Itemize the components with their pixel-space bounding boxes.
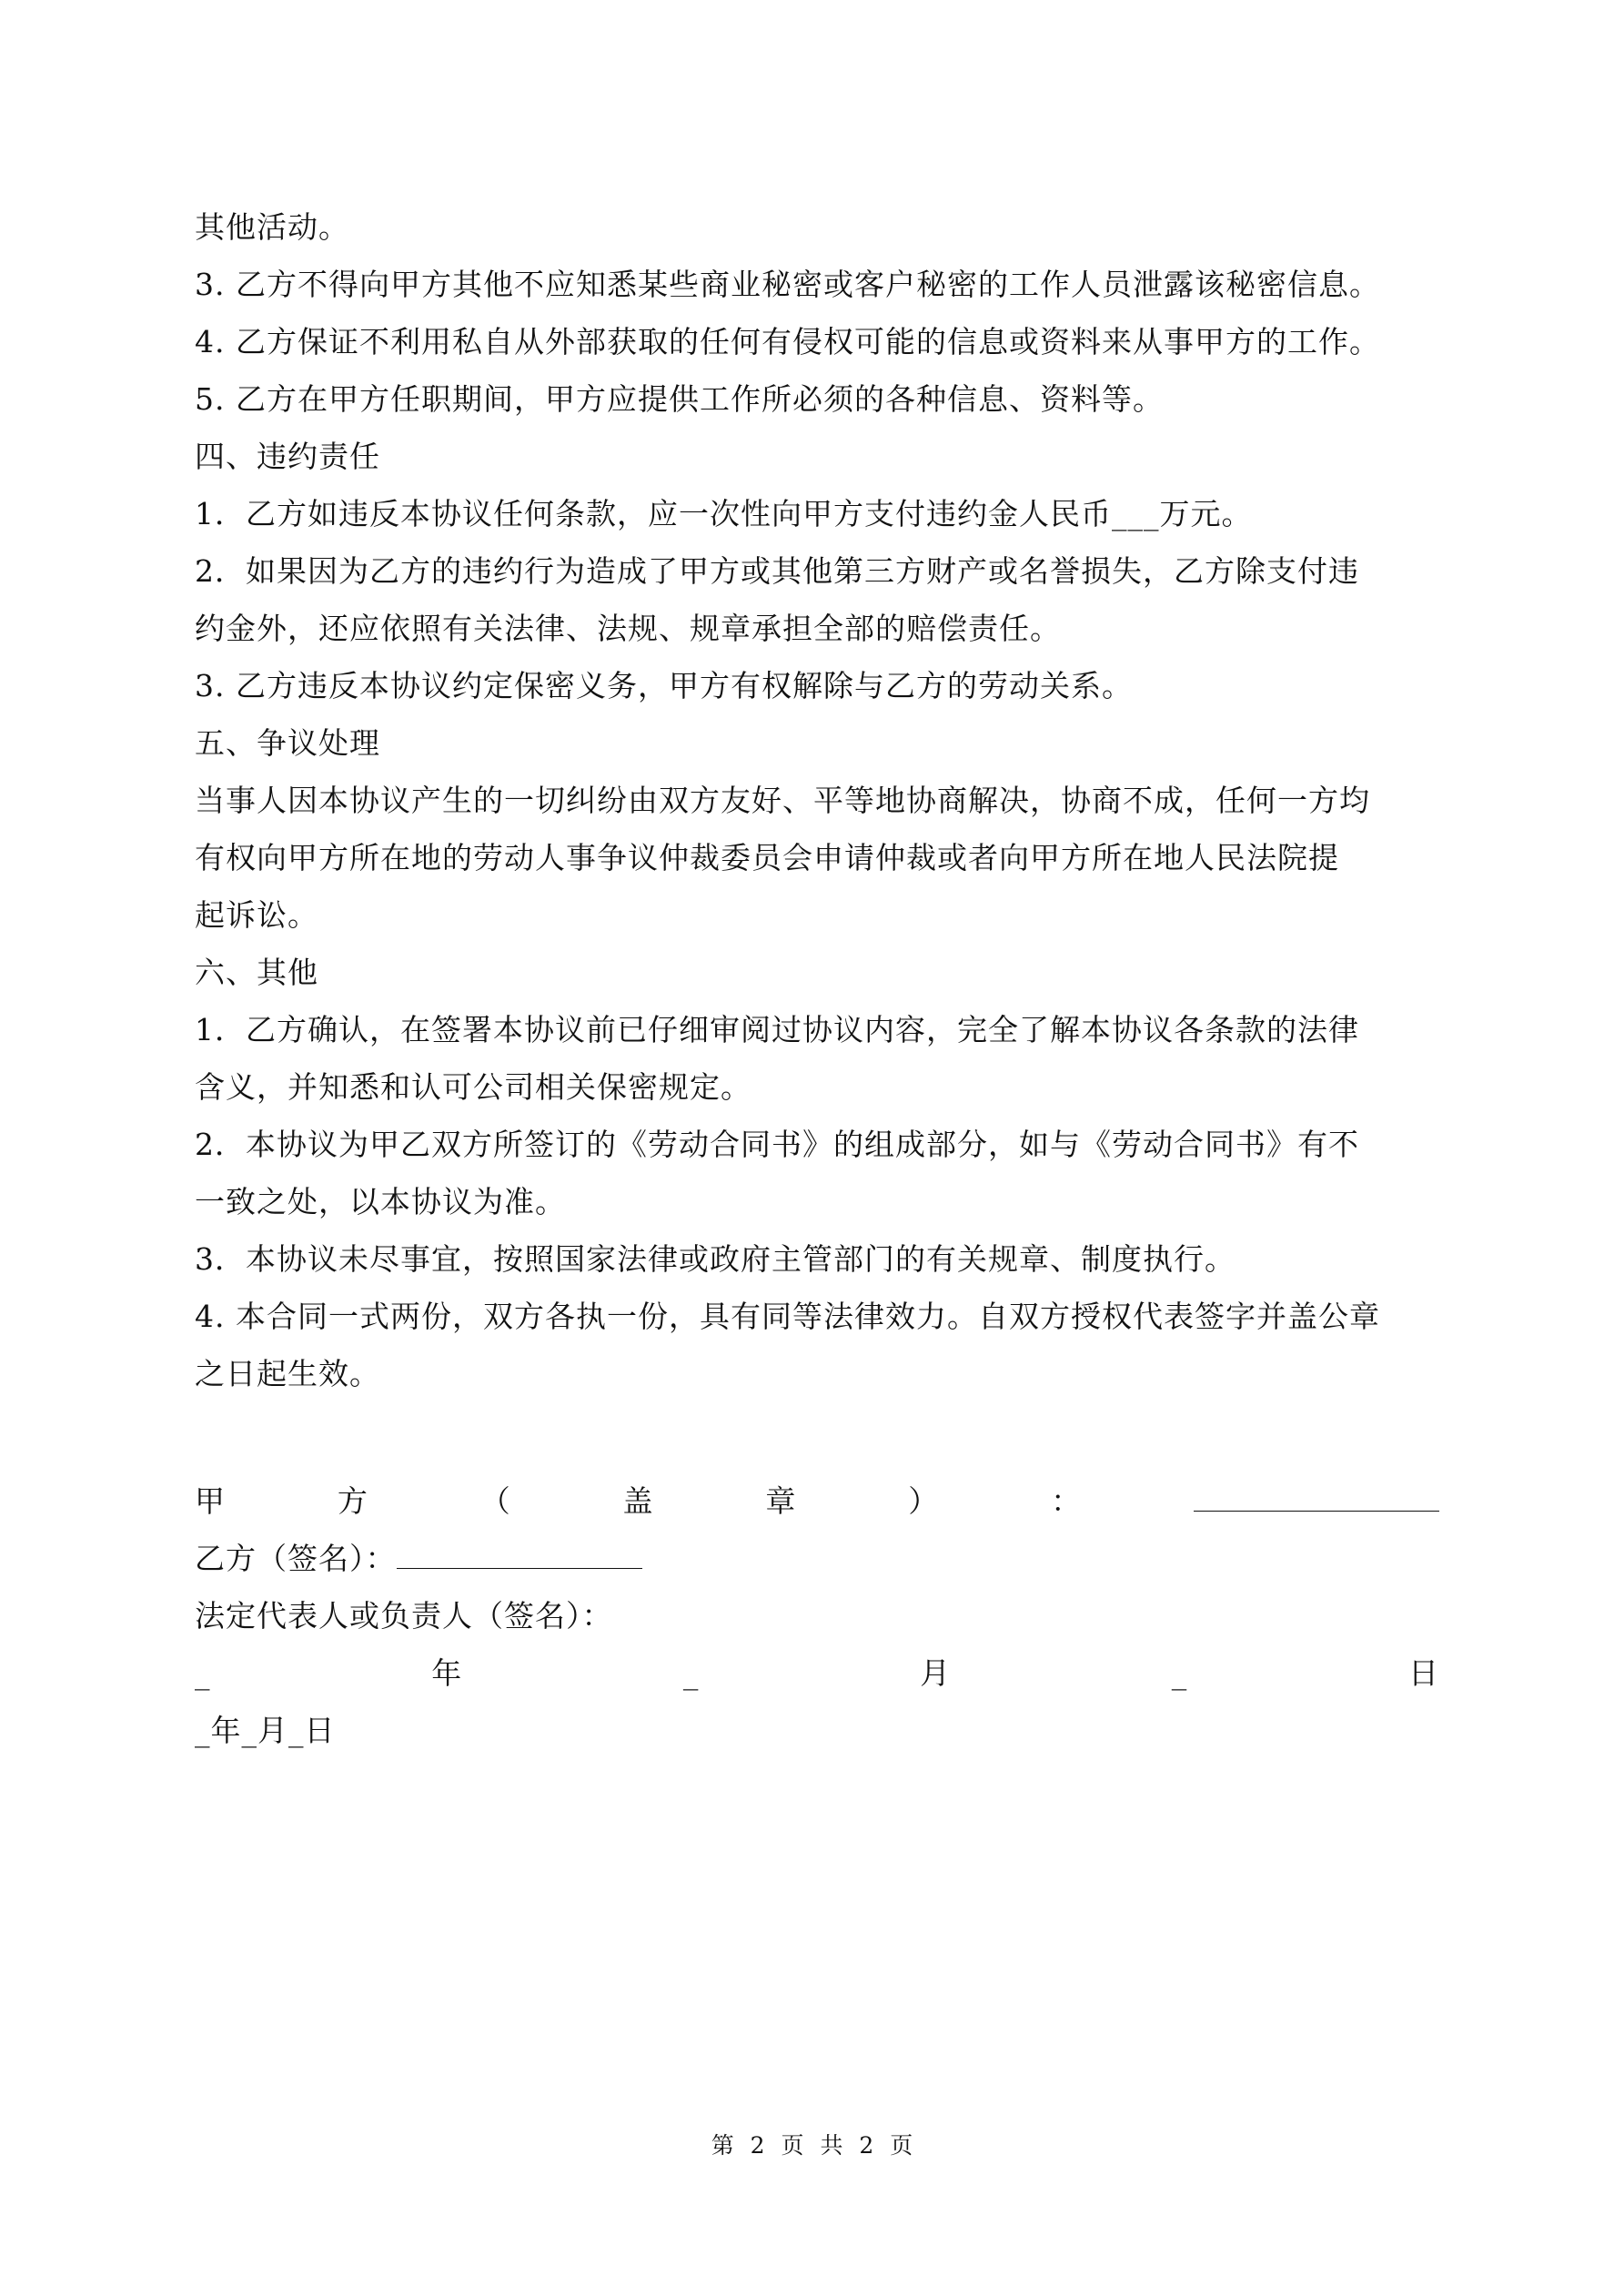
dispute-text-cont: 有权向甲方所在地的劳动人事争议仲裁委员会申请仲裁或者向甲方所在地人民法院提: [195, 840, 1339, 875]
document-body: [195, 198, 1439, 1759]
party-b-signature-line: [195, 1530, 1439, 1587]
date-month-blank: _: [682, 1655, 700, 1691]
date-day-label: 日: [1407, 1655, 1439, 1691]
party-a-seal-line: [195, 1472, 1439, 1530]
breach-clause-1: 1．乙方如违反本协议任何条款，应一次性向甲方支付违约金人民币___万元。: [195, 496, 1253, 531]
date-year-blank: _: [195, 1655, 211, 1691]
section-heading-dispute: 五、争议处理: [195, 725, 380, 761]
breach-clause-2: 2．如果因为乙方的违约行为造成了甲方或其他第三方财产或名誉损失，乙方除支付违: [195, 553, 1359, 589]
party-a-char: 方: [337, 1483, 368, 1519]
other-clause-4: 4. 本合同一式两份，双方各执一份，具有同等法律效力。自双方授权代表签字并盖公章: [195, 1299, 1380, 1334]
date-day-blank: _: [1171, 1655, 1188, 1691]
breach-clause-3: 3. 乙方违反本协议约定保密义务，甲方有权解除与乙方的劳动关系。: [195, 668, 1133, 703]
party-a-char: 甲: [195, 1483, 226, 1519]
other-clause-3: 3．本协议未尽事宜，按照国家法律或政府主管部门的有关规章、制度执行。: [195, 1241, 1236, 1277]
signature-spacer: [195, 1402, 1439, 1472]
party-a-char: ）: [908, 1483, 940, 1519]
legal-rep-label: 法定代表人或负责人（签名）：: [195, 1598, 613, 1633]
party-a-char: 章: [765, 1483, 797, 1519]
party-b-signature-blank: [397, 1541, 642, 1569]
date-line-compact: _年_月_日: [195, 1713, 336, 1748]
section-heading-breach-liability: 四、违约责任: [195, 439, 380, 474]
other-clause-1-cont: 含义，并知悉和认可公司相关保密规定。: [195, 1069, 751, 1105]
page-footer: 第 2 页 共 2 页: [711, 2132, 913, 2159]
dispute-text-end: 起诉讼。: [195, 897, 318, 933]
dispute-text: 当事人因本协议产生的一切纠纷由双方友好、平等地协商解决，协商不成，任何一方均: [195, 783, 1370, 818]
breach-clause-2-cont: 约金外，还应依照有关法律、法规、规章承担全部的赔偿责任。: [195, 611, 1061, 646]
clause-4-no-infringement: 4. 乙方保证不利用私自从外部获取的任何有侵权可能的信息或资料来从事甲方的工作。: [195, 324, 1380, 359]
party-a-char: 盖: [622, 1483, 654, 1519]
party-b-label: 乙方（签名）：: [195, 1541, 397, 1576]
party-a-char: ：: [1051, 1483, 1083, 1519]
date-line-spread: [195, 1644, 1439, 1702]
clause-3-confidentiality: 3. 乙方不得向甲方其他不应知悉某些商业秘密或客户秘密的工作人员泄露该秘密信息。: [195, 267, 1380, 302]
date-year-label: 年: [431, 1655, 463, 1691]
section-heading-other: 六、其他: [195, 955, 318, 990]
party-a-char: （: [479, 1483, 511, 1519]
body-line: 其他活动。: [195, 209, 349, 245]
other-clause-2: 2．本协议为甲乙双方所签订的《劳动合同书》的组成部分，如与《劳动合同书》有不: [195, 1127, 1359, 1162]
clause-5-information-provision: 5. 乙方在甲方任职期间，甲方应提供工作所必须的各种信息、资料等。: [195, 381, 1164, 417]
party-a-seal-blank: [1194, 1483, 1439, 1512]
other-clause-4-cont: 之日起生效。: [195, 1356, 380, 1391]
other-clause-2-cont: 一致之处，以本协议为准。: [195, 1184, 566, 1219]
other-clause-1: 1．乙方确认，在签署本协议前已仔细审阅过协议内容，完全了解本协议各条款的法律: [195, 1012, 1359, 1047]
date-month-label: 月: [920, 1655, 952, 1691]
